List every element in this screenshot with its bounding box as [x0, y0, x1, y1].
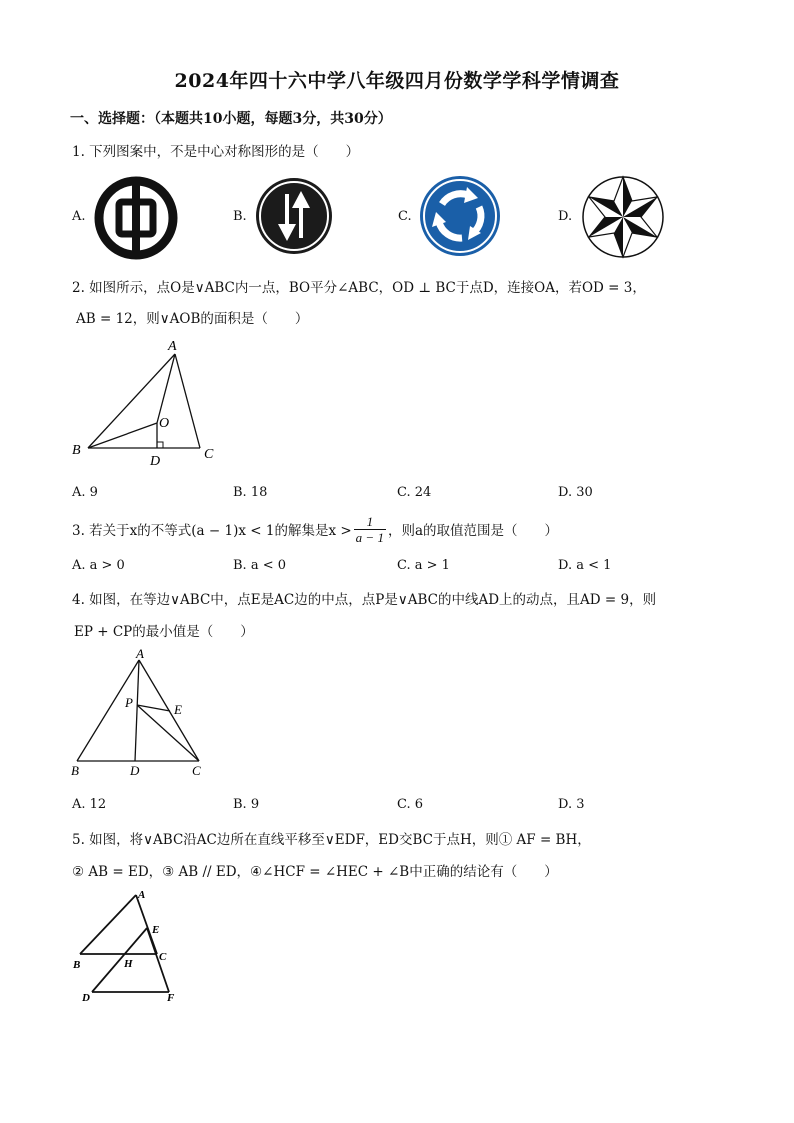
- q2-label-a: A: [168, 339, 177, 354]
- q3-fraction-denominator: a − 1: [355, 529, 384, 545]
- section-heading: 一、选择题：（本题共10小题，每题3分，共30分）: [70, 111, 392, 127]
- q4-option-a: A. 12: [72, 797, 107, 812]
- q2-triangle-figure: [66, 334, 226, 470]
- star-pattern-figure: [580, 174, 666, 260]
- q2-label-c: C: [204, 447, 214, 462]
- q2-label-d: D: [150, 454, 161, 469]
- q4-label-c: C: [192, 763, 201, 778]
- q2-label-b: B: [72, 443, 81, 458]
- question-5-line1: 5. 如图，将∨ABC沿AC边所在直线平移至∨EDF，ED交BC于点H，则① AF = BH，: [72, 832, 591, 848]
- bank-coin-logo-figure: [93, 175, 179, 261]
- question-4-line2: EP + CP的最小值是（ ）: [74, 624, 254, 640]
- q2-option-d: D. 30: [558, 485, 593, 500]
- q5-label-c: C: [159, 951, 167, 963]
- question-2-line1: 2. 如图所示，点O是∨ABC内一点，BO平分∠ABC，OD ⊥ BC于点D，连接OA，若OD = 3，: [72, 280, 646, 296]
- question-1-stem: 1. 下列图案中，不是中心对称图形的是（ ）: [72, 144, 360, 160]
- q2-label-o: O: [159, 416, 170, 431]
- q3-option-c: C. a > 1: [397, 558, 450, 573]
- q1-option-b-label: B.: [233, 209, 247, 224]
- q3-option-a: A. a > 0: [72, 558, 125, 573]
- q4-label-d: D: [130, 763, 140, 778]
- q4-label-a: A: [136, 648, 144, 661]
- q5-label-b: B: [73, 959, 81, 971]
- q5-translated-triangles-figure: [70, 886, 190, 1006]
- q3-fraction-numerator: 1: [354, 514, 386, 530]
- q1-option-d-label: D.: [558, 209, 573, 224]
- q5-label-a: A: [138, 889, 146, 901]
- q5-label-d: D: [82, 992, 90, 1004]
- q3-option-b: B. a < 0: [233, 558, 286, 573]
- q3-stem-part1: 3. 若关于x的不等式(a − 1)x < 1的解集是x >: [72, 523, 352, 539]
- q2-option-c: C. 24: [397, 485, 432, 500]
- q3-fraction: [354, 514, 386, 545]
- q4-option-c: C. 6: [397, 797, 424, 812]
- q2-option-b: B. 18: [233, 485, 268, 500]
- q4-equilateral-triangle-figure: [66, 648, 216, 782]
- q3-option-d: D. a < 1: [558, 558, 612, 573]
- page-title: 2024年四十六中学八年级四月份数学学科学情调查: [174, 70, 620, 92]
- q3-stem-part2: ，则a的取值范围是（ ）: [387, 523, 559, 539]
- question-2-line2: AB = 12，则∨AOB的面积是（ ）: [76, 311, 309, 327]
- q2-option-a: A. 9: [72, 485, 98, 500]
- question-5-line2: ② AB = ED，③ AB // ED，④∠HCF = ∠HEC + ∠B中正确的结论有（ ）: [72, 864, 558, 880]
- q1-option-a-label: A.: [72, 209, 86, 224]
- question-4-line1: 4. 如图，在等边∨ABC中，点E是AC边的中点，点P是∨ABC的中线AD上的动点，且AD = 9，则: [72, 592, 657, 608]
- roundabout-sign-figure: [418, 174, 502, 258]
- q5-label-f: F: [167, 992, 175, 1004]
- q4-label-p: P: [125, 695, 133, 710]
- q5-label-e: E: [152, 924, 160, 936]
- q4-option-d: D. 3: [558, 797, 585, 812]
- q1-option-c-label: C.: [398, 209, 412, 224]
- two-way-traffic-sign-figure: [254, 176, 334, 256]
- q4-label-b: B: [71, 763, 79, 778]
- q5-label-h: H: [124, 958, 133, 970]
- q4-label-e: E: [174, 702, 182, 717]
- question-3-stem: [72, 512, 558, 546]
- q4-option-b: B. 9: [233, 797, 260, 812]
